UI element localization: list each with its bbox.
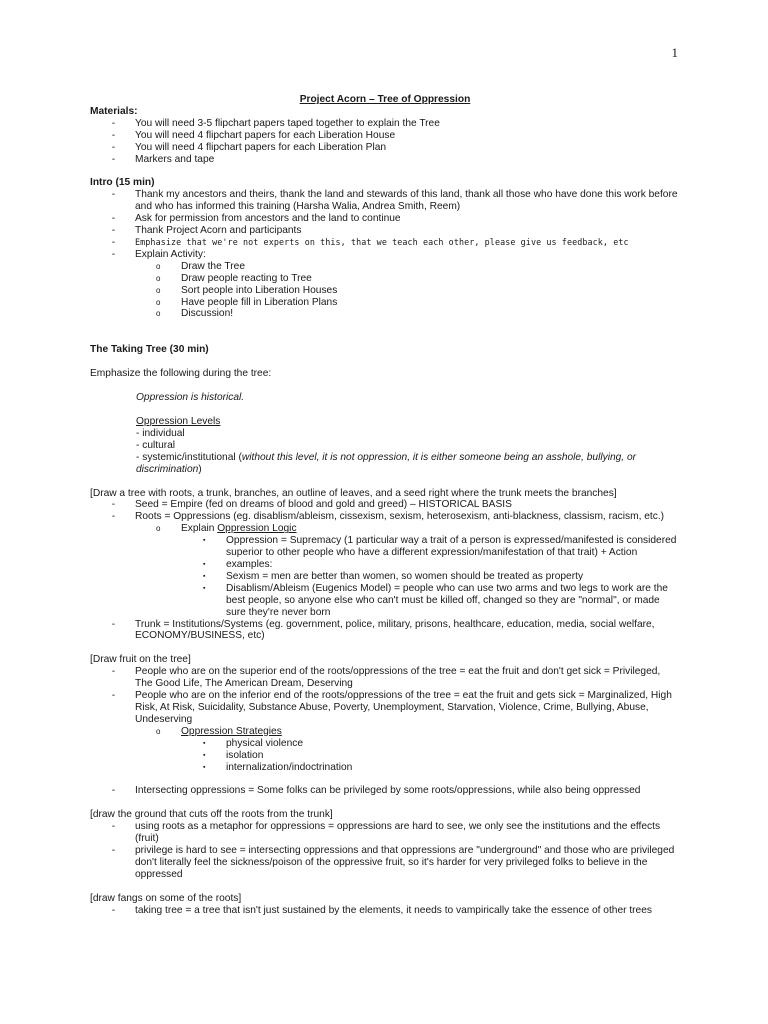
dash-marker: - bbox=[111, 189, 116, 201]
list-item: - Thank Project Acorn and participants bbox=[90, 225, 680, 237]
list-item: ▪ Disablism/Ableism (Eugenics Model) = people who can use two arms and two legs to work are the best people, so anyone else who can't must be killed off, changed so they are "normal", or made sure they're never born bbox=[90, 583, 680, 619]
level-cultural: - cultural bbox=[136, 439, 176, 451]
list-item: - Intersecting oppressions = Some folks can be privileged by some roots/oppressions, while also being oppressed bbox=[90, 785, 680, 797]
list-item: ▪ examples: bbox=[90, 559, 680, 571]
dash-marker: - bbox=[111, 845, 116, 857]
dash-marker: - bbox=[111, 785, 116, 797]
dash-marker: - bbox=[111, 666, 116, 678]
level-individual: - individual bbox=[136, 427, 185, 439]
dash-marker: - bbox=[111, 236, 116, 248]
dash-marker: - bbox=[111, 904, 116, 916]
list-item: - Trunk = Institutions/Systems (eg. government, police, military, prisons, healthcare, education, media, social welfare, ECONOMY/BUSINESS, etc) bbox=[90, 619, 680, 643]
list-item: ▪ Oppression = Supremacy (1 particular way a trait of a person is expressed/manifested is considered superior to other people who have a different expression/manifestation of that trait) + Action bbox=[90, 535, 680, 559]
draw-ground-instruction: [draw the ground that cuts off the roots from the trunk] bbox=[90, 809, 333, 821]
list-item: - Thank my ancestors and theirs, thank the land and stewards of this land, thank all those who have done this work before and who has informed this training (Harsha Walia, Andrea Smith, Reem) bbox=[90, 189, 680, 213]
square-marker: ▪ bbox=[203, 763, 206, 771]
list-item: o Oppression Strategies bbox=[90, 726, 680, 738]
list-item: ▪ Sexism = men are better than women, so women should be treated as property bbox=[90, 571, 680, 583]
dash-marker: - bbox=[111, 117, 116, 129]
draw-tree-instruction: [Draw a tree with roots, a trunk, branches, an outline of leaves, and a seed right where the trunk meets the branches] bbox=[90, 487, 617, 499]
list-item: o Explain Oppression Logic bbox=[90, 523, 680, 535]
list-item: o Have people fill in Liberation Plans bbox=[90, 297, 680, 309]
list-item: - People who are on the inferior end of the roots/oppressions of the tree = eat the fruit and gets sick = Marginalized, High Risk, At Risk, Suicidality, Substance Abuse, Poverty, Unemployment, Starvation, Violence, Crime, Bullying, Abuse, Undeserving bbox=[90, 690, 680, 726]
square-marker: ▪ bbox=[203, 751, 206, 759]
list-item: - You will need 4 flipchart papers for each Liberation House bbox=[90, 130, 680, 142]
list-item: - using roots as a metaphor for oppressions = oppressions are hard to see, we only see the institutions and the effects (fruit) bbox=[90, 821, 680, 845]
emphasize-text: Emphasize the following during the tree: bbox=[90, 368, 272, 380]
document-title: Project Acorn – Tree of Oppression bbox=[299, 94, 471, 105]
list-item: - Markers and tape bbox=[90, 154, 680, 166]
dash-marker: - bbox=[111, 499, 116, 511]
dash-marker: - bbox=[111, 248, 116, 260]
square-marker: ▪ bbox=[203, 537, 206, 545]
dash-marker: - bbox=[111, 213, 116, 225]
dash-marker: - bbox=[111, 618, 116, 630]
materials-heading: Materials: bbox=[90, 105, 138, 117]
circle-marker: o bbox=[156, 297, 161, 307]
list-item: - Seed = Empire (fed on dreams of blood and gold and greed) – HISTORICAL BASIS bbox=[90, 499, 680, 511]
dash-marker: - bbox=[111, 821, 116, 833]
list-item: o Discussion! bbox=[90, 308, 680, 320]
square-marker: ▪ bbox=[203, 561, 206, 568]
taking-tree-heading: The Taking Tree (30 min) bbox=[90, 344, 209, 356]
dash-marker: - bbox=[111, 511, 116, 523]
circle-marker: o bbox=[156, 285, 161, 295]
list-item: - Ask for permission from ancestors and the land to continue bbox=[90, 213, 680, 225]
dash-marker: - bbox=[111, 141, 116, 153]
square-marker: ▪ bbox=[203, 572, 206, 580]
intro-heading: Intro (15 min) bbox=[90, 177, 155, 189]
list-item: ▪ physical violence bbox=[90, 738, 680, 750]
circle-marker: o bbox=[156, 524, 161, 534]
circle-marker: o bbox=[156, 309, 161, 319]
oppression-levels-heading: Oppression Levels bbox=[136, 416, 221, 428]
list-item: - People who are on the superior end of the roots/oppressions of the tree = eat the fruit and don't get sick = Privileged, The Good Life, The American Dream, Deserving bbox=[90, 666, 680, 690]
list-item: ▪ isolation bbox=[90, 750, 680, 762]
list-item: - taking tree = a tree that isn't just sustained by the elements, it needs to vampirically take the essence of other trees bbox=[90, 905, 680, 917]
list-item: - You will need 4 flipchart papers for each Liberation Plan bbox=[90, 142, 680, 154]
circle-marker: o bbox=[156, 261, 161, 271]
historical-note: Oppression is historical. bbox=[136, 392, 245, 404]
list-item: - Roots = Oppressions (eg. disablism/ableism, cissexism, sexism, heterosexism, anti-blackness, classism, racism, etc.) bbox=[90, 511, 680, 523]
list-item: - You will need 3-5 flipchart papers taped together to explain the Tree bbox=[90, 118, 680, 130]
list-item: o Draw the Tree bbox=[90, 261, 680, 273]
list-item: o Draw people reacting to Tree bbox=[90, 273, 680, 285]
draw-fangs-instruction: [draw fangs on some of the roots] bbox=[90, 892, 242, 904]
dash-marker: - bbox=[111, 690, 116, 702]
page-number: 1 bbox=[671, 45, 678, 60]
circle-marker: o bbox=[156, 273, 161, 283]
list-item: - privilege is hard to see = intersecting oppressions and that oppressions are "underground" and those who are privileged don't literally feel the sickness/poison of the oppressive fruit, so it's harder for very privileged folks to believe in the oppressed bbox=[90, 845, 680, 881]
dash-marker: - bbox=[111, 225, 116, 237]
square-marker: ▪ bbox=[203, 584, 206, 592]
list-item: - Emphasize that we're not experts on this, that we teach each other, please give us feedback, etc bbox=[90, 237, 680, 249]
dash-marker: - bbox=[111, 129, 116, 141]
circle-marker: o bbox=[156, 726, 161, 736]
level-systemic: - systemic/institutional (without this level, it is not oppression, it is either someone being an asshole, bullying, or discrimination) bbox=[136, 451, 637, 475]
list-item: ▪ internalization/indoctrination bbox=[90, 762, 680, 774]
draw-fruit-instruction: [Draw fruit on the tree] bbox=[90, 654, 191, 666]
document-body bbox=[90, 94, 680, 917]
square-marker: ▪ bbox=[203, 739, 206, 747]
list-item: - Explain Activity: bbox=[90, 249, 680, 261]
dash-marker: - bbox=[111, 153, 116, 165]
list-item: o Sort people into Liberation Houses bbox=[90, 285, 680, 297]
